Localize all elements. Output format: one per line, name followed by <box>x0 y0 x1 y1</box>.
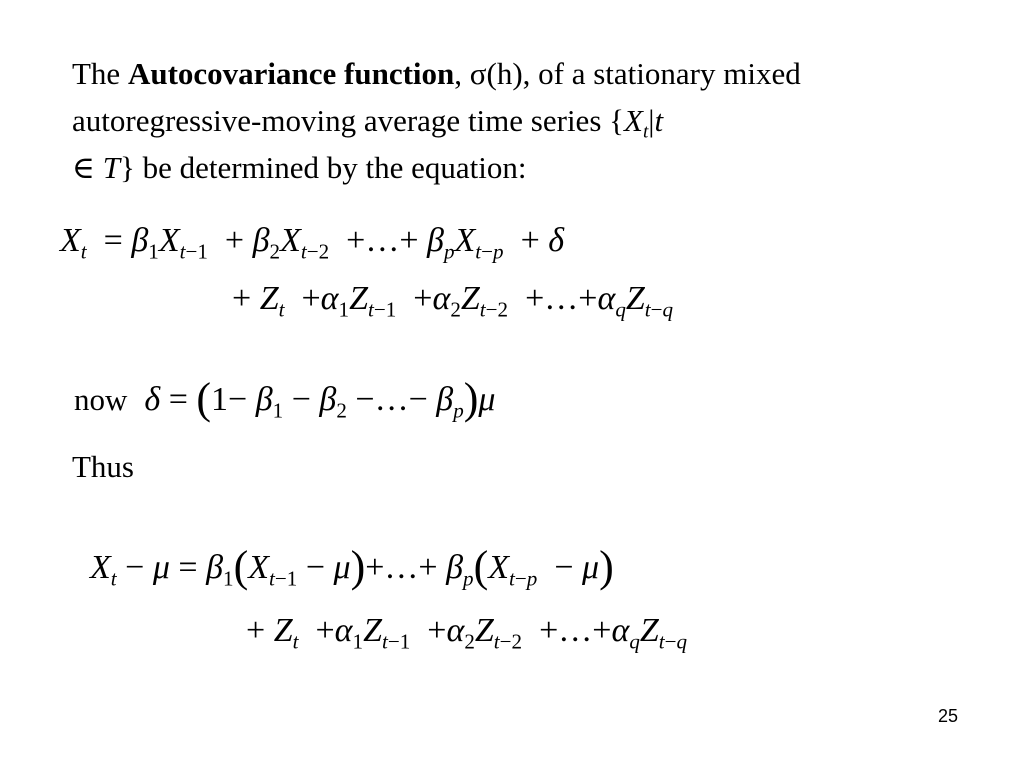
intro-text-1: The <box>72 56 128 91</box>
now-label: now <box>74 382 128 417</box>
intro-term: Autocovariance function <box>127 56 455 91</box>
page-number: 25 <box>938 706 959 726</box>
intro-set-var: T <box>102 150 120 185</box>
arma-equation-line-1: $X_t = \beta_1X_{t-1} + \beta_2X_{t-2}$ +…+ $\beta_pX_{t-p} + \delta$ <box>60 222 565 264</box>
centered-equation-line-1: $X_t - \mu = \beta_1(X_{t-1}$ − μ)+…+ $\beta_p(X_{t-p} - \mu)$ <box>90 542 614 591</box>
intro-series-var: X <box>624 103 643 138</box>
intro-text-2: , σ(h), of a stationary mixed autoregressive-moving average time series { <box>72 56 801 138</box>
centered-equation-line-2: + $Z_t +\alpha_1Z_{t-1} +\alpha_2Z_{t-2}$ $+\dots+\alpha_qZ_{t-q}$ <box>246 612 688 654</box>
intro-text-5: } be determined by the equation: <box>119 150 527 185</box>
intro-text-3: | <box>648 103 655 138</box>
intro-t-var: t <box>654 103 664 138</box>
arma-equation-line-2: + $Z_t +\alpha_1Z_{t-1} +\alpha_2Z_{t-2}$ $+\dots+\alpha_qZ_{t-q}$ <box>232 280 674 322</box>
delta-equation: now $\delta = (1- \beta_1 - \beta_2$ −…− $\beta_p)\mu$ <box>74 374 496 423</box>
intro-text-4: ∈ <box>72 150 103 185</box>
thus-label: Thus <box>72 449 134 484</box>
intro-series-sub: t <box>642 121 649 143</box>
intro-paragraph <box>72 50 952 191</box>
